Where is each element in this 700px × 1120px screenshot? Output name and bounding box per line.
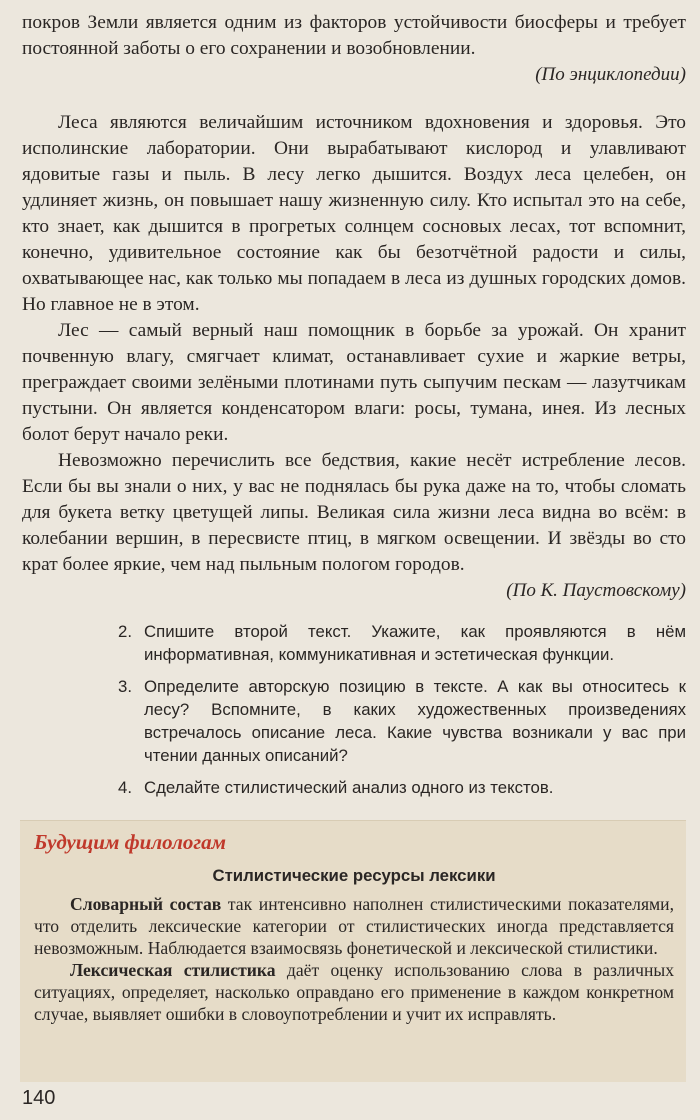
box-paragraph-1: [34, 893, 674, 959]
second-text-paragraph-3: Невозможно перечислить все бедствия, какие несёт истребление лесов. Если бы вы знали о них, у вас не поднялась бы рука даже на то, чтобы сломать для букета ветку цветущей липы. Великая сила жизни леса видна во всём: в колебании вершин, в пересвисте птиц, в мягком освещении. И звёзды во сто крат более яркие, чем над пыльным пологом городов.: [22, 450, 686, 575]
task-text: Спишите второй текст. Укажите, как проявляются в нём информативная, коммуникативная и эстетическая функции.: [144, 622, 686, 664]
task-item: [22, 675, 686, 767]
box-paragraph-2-rest: даёт оценку использованию слова в различных ситуациях, определяет, насколько оправдано его применение в каждом конкретном случае, выявляет ошибки в словоупотреблении и учит их исправлять.: [34, 960, 674, 1024]
second-text-attribution: (По К. Паустовскому): [506, 580, 686, 601]
main-text: [22, 10, 686, 604]
second-text-paragraph-2: Лес — самый верный наш помощник в борьбе за урожай. Он хранит почвенную влагу, смягчает климат, останавливает сухие и жаркие ветры, преграждает своими зелёными плотинами путь сыпучим пескам — лазутчикам пустыни. Он является конденсатором влаги: росы, тумана, инея. Из лесных болот берут начало реки.: [22, 320, 686, 445]
section-gap: [22, 88, 686, 110]
task-text: Определите авторскую позицию в тексте. А как вы относитесь к лесу? Вспомните, в каких художественных произведениях встречалось описание леса. Какие чувства возникали у вас при чтении данных описаний?: [144, 677, 686, 765]
task-item: [22, 776, 686, 799]
box-paragraph-2: [34, 959, 674, 1025]
task-text: Сделайте стилистический анализ одного из текстов.: [144, 778, 554, 797]
box-title: Стилистические ресурсы лексики: [212, 866, 496, 885]
task-number: 4.: [118, 778, 132, 797]
future-philologists-box: [20, 820, 686, 1082]
task-number: 3.: [118, 677, 132, 696]
second-text-paragraph-1: Леса являются величайшим источником вдохновения и здоровья. Это исполинские лаборатории. Они вырабатывают кислород и улавливают ядовитые газы и пыль. В лесу легко дышится. Воздух леса целебен, он удлиняет жизнь, он повышает нашу жизненную силу. Кто испытал это на себе, кто знает, как дышится в прогретых солнцем сосновых лесах, тот вспомнит, конечно, удивительное состояние как бы безотчётной радости и силы, охватывающее нас, как только мы попадаем в леса из душных городских домов. Но главное не в этом.: [22, 112, 686, 315]
intro-paragraph: покров Земли является одним из факторов устойчивости биосферы и требует постоянной заботы о его сохранении и возобновлении.: [22, 12, 686, 59]
intro-attribution: (По энциклопедии): [535, 64, 686, 85]
page-number: 140: [22, 1087, 56, 1109]
term-vocabulary: Словарный состав: [70, 894, 222, 914]
task-item: [22, 620, 686, 666]
task-number: 2.: [118, 622, 132, 641]
box-paragraph-1-rest: так интенсивно наполнен стилистическими показателями, что отделить лексические категории от стилистических иногда представляется невозможным. Наблюдается взаимосвязь фонетической и лексической стилистики.: [34, 894, 674, 958]
box-heading: Будущим филологам: [34, 830, 226, 854]
term-lexical-stylistics: Лексическая стилистика: [70, 960, 276, 980]
task-list: [22, 620, 686, 799]
